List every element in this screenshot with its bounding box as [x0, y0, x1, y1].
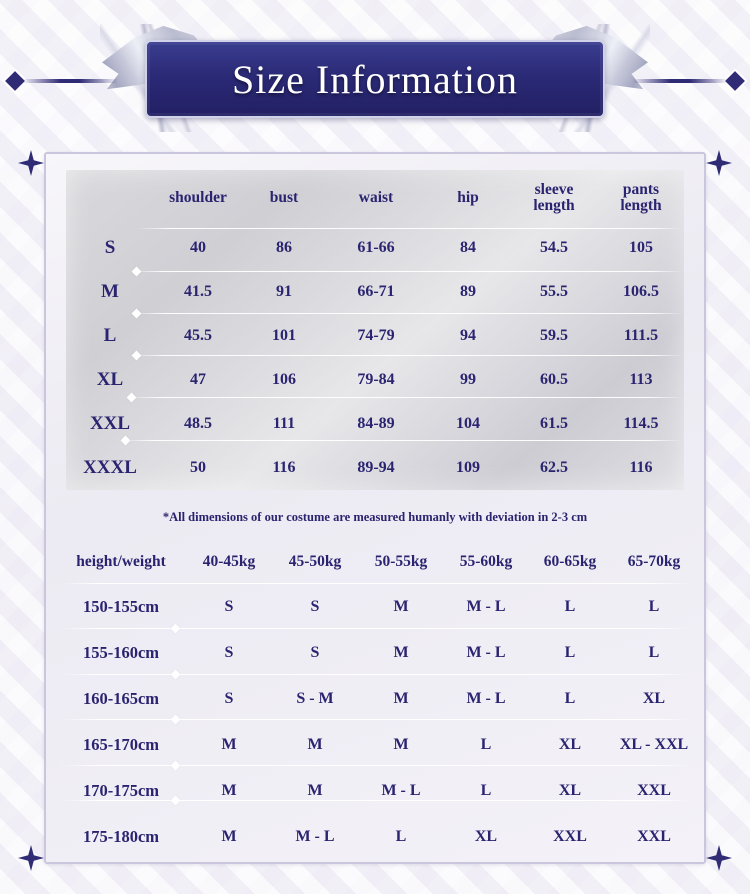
cell-size-rec: S - M — [296, 690, 334, 707]
cell-size-rec: L — [564, 598, 576, 615]
cell-sleeve-length: 61.5 — [540, 415, 568, 432]
cell-height-range: 165-170cm — [82, 735, 160, 754]
cell-size-rec: S — [310, 644, 320, 661]
cell-size-rec: XL — [558, 736, 582, 753]
cell-size-rec: M - L — [381, 782, 421, 799]
cell-shoulder: 47 — [190, 371, 206, 388]
cell-size-rec: L — [480, 782, 492, 799]
cell-size-rec: XXL — [637, 828, 671, 845]
cell-size-rec: L — [395, 828, 407, 845]
table-row — [56, 676, 696, 722]
column-header-60-65kg: 60-65kg — [543, 553, 597, 570]
cell-size: S — [104, 237, 116, 258]
table-row — [66, 446, 684, 490]
sleeve-header-line1: sleeve — [534, 180, 574, 198]
cell-bust: 91 — [276, 283, 292, 300]
cell-pants-length: 111.5 — [623, 327, 659, 344]
column-header-shoulder: shoulder — [169, 188, 227, 206]
cell-bust: 86 — [276, 239, 292, 256]
cell-shoulder: 41.5 — [184, 283, 212, 300]
cell-height-range: 160-165cm — [82, 689, 160, 708]
cell-size: M — [101, 281, 119, 302]
cell-sleeve-length: 54.5 — [540, 239, 568, 256]
cell-hip: 104 — [456, 415, 480, 432]
cell-hip: 94 — [460, 327, 476, 344]
cell-size: XXL — [89, 413, 131, 434]
column-header-50-55kg: 50-55kg — [374, 553, 428, 570]
measurement-note: *All dimensions of our costume are measured humanly with deviation in 2-3 cm — [162, 510, 588, 524]
column-header-sleeve-length — [510, 170, 598, 226]
table-row — [56, 722, 696, 768]
cell-size-rec: M - L — [466, 598, 506, 615]
column-header-hip: hip — [457, 188, 479, 206]
column-header-height-weight: height/weight — [76, 553, 166, 570]
cell-sleeve-length: 59.5 — [540, 327, 568, 344]
cell-size-rec: M — [221, 736, 237, 753]
cell-sleeve-length: 60.5 — [540, 371, 568, 388]
cell-size-rec: M — [221, 782, 237, 799]
table-row — [66, 358, 684, 402]
cell-size-rec: XL — [474, 828, 498, 845]
table-row — [56, 768, 696, 814]
column-header-waist: waist — [358, 188, 394, 206]
recommendation-table-header — [56, 540, 696, 584]
recommendation-table-body — [56, 584, 696, 860]
cell-size-rec: M — [307, 736, 323, 753]
cell-bust: 116 — [272, 459, 296, 476]
pants-header-line2: length — [620, 197, 662, 214]
corner-star-top-left-icon — [18, 150, 44, 176]
cell-size-rec: L — [564, 644, 576, 661]
cell-size-rec: S — [224, 644, 234, 661]
measurement-table — [66, 170, 684, 490]
cell-height-range: 175-180cm — [82, 827, 160, 846]
column-header-40-45kg: 40-45kg — [202, 553, 256, 570]
table-row — [66, 314, 684, 358]
measurement-table-header — [66, 170, 684, 226]
cell-shoulder: 50 — [190, 459, 206, 476]
cell-pants-length: 114.5 — [623, 415, 659, 432]
column-header-45-50kg: 45-50kg — [288, 553, 342, 570]
corner-star-top-right-icon — [706, 150, 732, 176]
cell-size-rec: XXL — [553, 828, 587, 845]
cell-size-rec: S — [224, 598, 234, 615]
banner-ornament-left-icon — [8, 70, 128, 92]
table-row — [56, 814, 696, 860]
cell-size-rec: M - L — [466, 644, 506, 661]
cell-size-rec: M - L — [466, 690, 506, 707]
cell-size: XL — [96, 369, 124, 390]
column-header-pants-length — [598, 170, 684, 226]
cell-size-rec: XL — [558, 782, 582, 799]
cell-waist: 89-94 — [357, 459, 395, 476]
cell-hip: 99 — [460, 371, 476, 388]
sleeve-header-line2: length — [533, 197, 575, 214]
cell-pants-length: 105 — [629, 239, 653, 256]
column-header-65-70kg: 65-70kg — [627, 553, 681, 570]
table-row — [66, 270, 684, 314]
measurement-table-body — [66, 226, 684, 490]
cell-size-rec: XXL — [637, 782, 671, 799]
page-title: Size Information — [232, 56, 518, 102]
cell-size-rec: L — [480, 736, 492, 753]
column-header-55-60kg: 55-60kg — [459, 553, 513, 570]
cell-shoulder: 48.5 — [184, 415, 212, 432]
cell-shoulder: 45.5 — [184, 327, 212, 344]
corner-star-bottom-right-icon — [706, 845, 732, 871]
cell-size-rec: L — [648, 644, 660, 661]
cell-size-rec: XL — [642, 690, 666, 707]
cell-waist: 66-71 — [357, 283, 395, 300]
cell-size-rec: M — [221, 828, 237, 845]
column-header-size — [66, 170, 154, 226]
table-row — [66, 226, 684, 270]
table-row — [56, 584, 696, 630]
corner-star-bottom-left-icon — [18, 845, 44, 871]
cell-hip: 109 — [456, 459, 480, 476]
cell-waist: 79-84 — [357, 371, 395, 388]
column-header-bust: bust — [269, 188, 299, 206]
banner-ornament-right-icon — [622, 70, 742, 92]
cell-size-rec: M — [393, 736, 409, 753]
cell-size-rec: M — [393, 644, 409, 661]
cell-size-rec: L — [648, 598, 660, 615]
cell-size-rec: M — [393, 598, 409, 615]
cell-bust: 106 — [272, 371, 296, 388]
cell-sleeve-length: 62.5 — [540, 459, 568, 476]
cell-size-rec: M — [307, 782, 323, 799]
table-row — [56, 630, 696, 676]
cell-pants-length: 116 — [629, 459, 653, 476]
pants-header-line1: pants — [622, 180, 660, 198]
cell-size-rec: S — [310, 598, 320, 615]
cell-hip: 84 — [460, 239, 476, 256]
cell-waist: 74-79 — [357, 327, 395, 344]
cell-size-rec: L — [564, 690, 576, 707]
cell-sleeve-length: 55.5 — [540, 283, 568, 300]
cell-size: XXXL — [83, 457, 137, 478]
cell-bust: 101 — [272, 327, 296, 344]
cell-height-range: 170-175cm — [82, 781, 160, 800]
cell-size-rec: XL - XXL — [619, 736, 689, 753]
cell-size-rec: S — [224, 690, 234, 707]
cell-waist: 84-89 — [357, 415, 395, 432]
cell-size-rec: M - L — [295, 828, 335, 845]
recommendation-table — [56, 540, 696, 860]
banner — [0, 14, 750, 139]
cell-waist: 61-66 — [357, 239, 395, 256]
cell-size-rec: M — [393, 690, 409, 707]
cell-height-range: 155-160cm — [82, 643, 160, 662]
cell-hip: 89 — [460, 283, 476, 300]
cell-height-range: 150-155cm — [82, 597, 160, 616]
cell-pants-length: 106.5 — [623, 283, 659, 300]
cell-bust: 111 — [272, 415, 296, 432]
cell-shoulder: 40 — [190, 239, 206, 256]
cell-size: L — [103, 325, 117, 346]
cell-pants-length: 113 — [629, 371, 653, 388]
